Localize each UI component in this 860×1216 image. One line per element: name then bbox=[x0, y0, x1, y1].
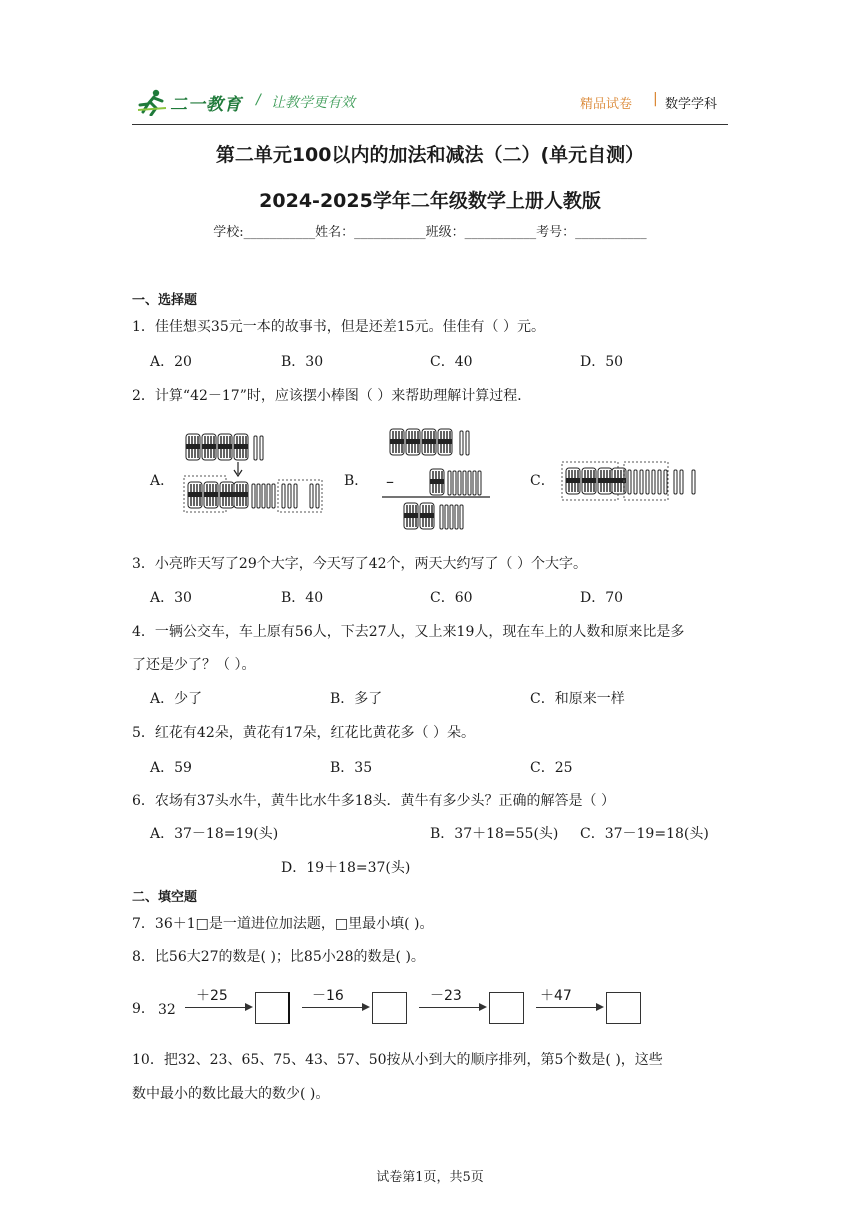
question-1: 1．佳佳想买35元一本的故事书，但是还差15元。佳佳有（ ）元。 bbox=[132, 319, 545, 335]
q5-option-a[interactable]: A．59 bbox=[150, 760, 192, 776]
question-4-line1: 4．一辆公交车，车上原有56人，下去27人，又上来19人，现在车上的人数和原来比是多 bbox=[132, 624, 685, 640]
q9-arrow-3 bbox=[419, 1007, 479, 1008]
question-2: 2．计算“42－17”时，应该摆小棒图（ ）来帮助理解计算过程． bbox=[132, 388, 532, 404]
q9-op-1: ＋25 bbox=[196, 988, 228, 1004]
brand-logo bbox=[136, 88, 246, 116]
question-6: 6．农场有37头水牛，黄牛比水牛多18头．黄牛有多少头？正确的解答是（ ） bbox=[132, 793, 615, 809]
q9-answer-box-2[interactable] bbox=[372, 992, 407, 1024]
q9-answer-box-1[interactable] bbox=[255, 992, 290, 1024]
question-7: 7．36＋1□是一道进位加法题，□里最小填( )。 bbox=[132, 916, 434, 932]
page-footer: 试卷第1页，共5页 bbox=[376, 1170, 484, 1185]
q9-answer-box-3[interactable] bbox=[489, 992, 524, 1024]
q5-option-b[interactable]: B．35 bbox=[330, 760, 373, 776]
tag-separator: | bbox=[653, 91, 658, 107]
q3-option-d[interactable]: D．70 bbox=[580, 590, 624, 606]
q3-option-c[interactable]: C．60 bbox=[430, 590, 473, 606]
q6-option-a[interactable]: A．37－18=19(头) bbox=[150, 826, 279, 842]
slogan-separator: / bbox=[256, 92, 261, 108]
page-subtitle: 2024-2025学年二年级数学上册人教版 bbox=[259, 190, 601, 212]
q9-op-4: ＋47 bbox=[540, 988, 572, 1004]
q9-arrowhead-2 bbox=[362, 1003, 370, 1011]
q9-arrowhead-4 bbox=[596, 1003, 604, 1011]
q9-arrow-2 bbox=[302, 1007, 362, 1008]
question-10-line2: 数中最小的数比最大的数少( )。 bbox=[132, 1086, 330, 1102]
tag-subject: 数学学科 bbox=[665, 97, 718, 112]
question-10-line1: 10．把32、23、65、75、43、57、50按从小到大的顺序排列，第5个数是( )，这些 bbox=[132, 1052, 663, 1068]
q2-option-b[interactable]: B． bbox=[344, 473, 369, 489]
q9-arrow-1 bbox=[185, 1007, 245, 1008]
q1-option-a[interactable]: A．20 bbox=[150, 354, 192, 370]
q5-option-c[interactable]: C．25 bbox=[530, 760, 573, 776]
q2-option-c[interactable]: C． bbox=[530, 473, 555, 489]
q9-arrow-4 bbox=[536, 1007, 596, 1008]
minus-sign: – bbox=[386, 472, 394, 491]
q4-option-a[interactable]: A．少了 bbox=[150, 691, 203, 707]
runner-icon bbox=[136, 88, 170, 116]
q9-start-number: 32 bbox=[158, 1002, 176, 1018]
q9-arrowhead-1 bbox=[245, 1003, 253, 1011]
q9-arrowhead-3 bbox=[479, 1003, 487, 1011]
page-title: 第二单元100以内的加法和减法（二）(单元自测） bbox=[215, 144, 645, 166]
question-8: 8．比56大27的数是( )；比85小28的数是( )。 bbox=[132, 949, 425, 965]
q6-option-c[interactable]: C．37－19=18(头) bbox=[580, 826, 709, 842]
q2-sticks-figure-a bbox=[182, 430, 332, 520]
header-divider bbox=[132, 124, 728, 125]
question-9-label: 9． bbox=[132, 1001, 155, 1017]
section-heading-choice: 一、选择题 bbox=[132, 293, 198, 308]
q6-option-b[interactable]: B．37＋18=55(头) bbox=[430, 826, 559, 842]
q3-option-b[interactable]: B．40 bbox=[281, 590, 324, 606]
q2-sticks-figure-b bbox=[380, 425, 500, 535]
q9-box-1-edge bbox=[288, 992, 290, 1024]
logo-text: 二一教育 bbox=[170, 95, 242, 115]
q6-option-d[interactable]: D．19＋18=37(头) bbox=[281, 860, 411, 876]
q1-option-d[interactable]: D．50 bbox=[580, 354, 624, 370]
q1-option-b[interactable]: B．30 bbox=[281, 354, 324, 370]
question-4-line2: 了还是少了？（ ）。 bbox=[132, 657, 256, 673]
q4-option-b[interactable]: B．多了 bbox=[330, 691, 383, 707]
section-heading-fill: 二、填空题 bbox=[132, 890, 198, 905]
tag-premium: 精品试卷 bbox=[580, 97, 633, 112]
q3-option-a[interactable]: A．30 bbox=[150, 590, 192, 606]
question-5: 5．红花有42朵，黄花有17朵，红花比黄花多（ ）朵。 bbox=[132, 725, 475, 741]
student-info-line: 学校:___________姓名：___________班级：___________考号：___________ bbox=[213, 225, 647, 240]
q9-answer-box-4[interactable] bbox=[606, 992, 641, 1024]
q4-option-c[interactable]: C．和原来一样 bbox=[530, 691, 625, 707]
q1-option-c[interactable]: C．40 bbox=[430, 354, 473, 370]
slogan: 让教学更有效 bbox=[271, 95, 355, 111]
q9-op-3: －23 bbox=[430, 988, 462, 1004]
q2-option-a[interactable]: A． bbox=[150, 473, 175, 489]
question-3: 3．小亮昨天写了29个大字，今天写了42个，两天大约写了（ ）个大字。 bbox=[132, 556, 587, 572]
q9-op-2: －16 bbox=[312, 988, 344, 1004]
q2-sticks-figure-c bbox=[560, 458, 705, 506]
